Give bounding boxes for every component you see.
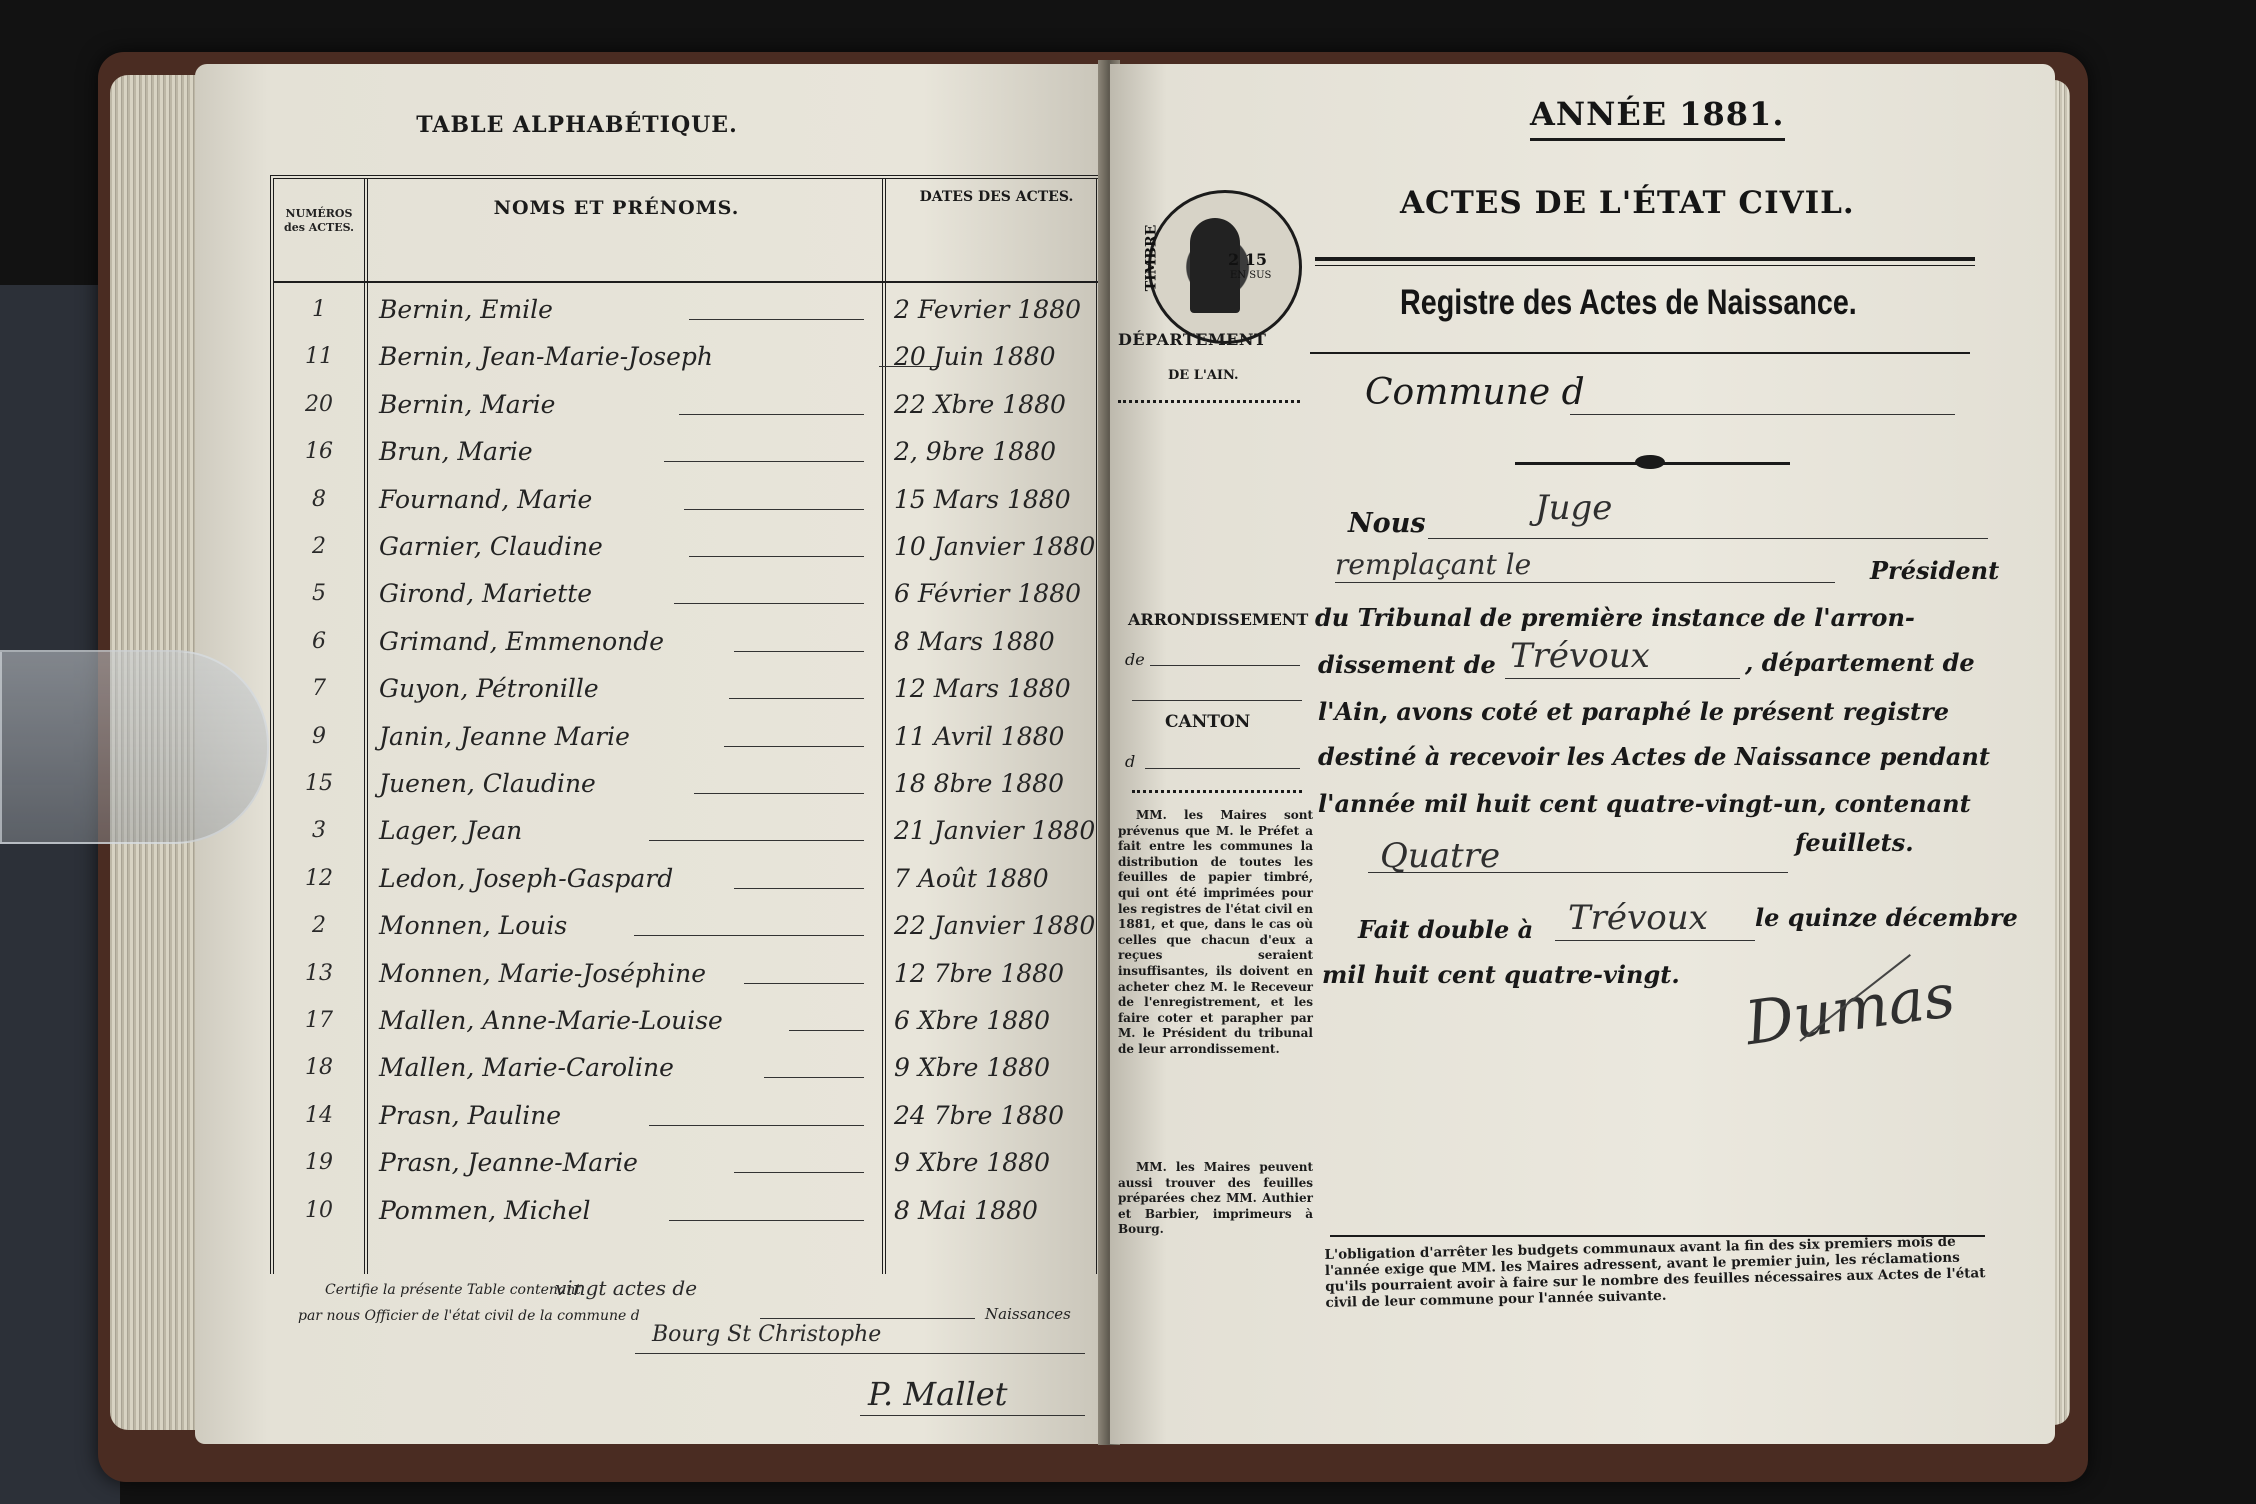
act-number: 17: [305, 1008, 333, 1033]
person-name: Bernin, Emile: [379, 295, 553, 324]
act-date: 18 8bre 1880: [894, 769, 1064, 798]
trevoux-handwritten-2: Trévoux: [1568, 898, 1708, 938]
act-number: 13: [305, 960, 333, 986]
name-fill-line: [729, 698, 864, 699]
person-name: Bernin, Jean-Marie-Joseph: [379, 342, 713, 372]
signature-rule: [860, 1415, 1085, 1416]
name-fill-line: [724, 746, 864, 747]
act-date: 22 Xbre 1880: [894, 389, 1066, 419]
body-line-8: mil huit cent quatre-vingt.: [1322, 960, 1680, 989]
act-date: 2 Fevrier 1880: [894, 295, 1082, 324]
person-name: Janin, Jeanne Marie: [379, 721, 630, 751]
table-row: [274, 479, 1104, 526]
certificate-line-2: par nous Officier de l'état civil de la commune d: [298, 1308, 640, 1324]
person-name: Bernin, Marie: [379, 389, 556, 419]
act-number: 2: [312, 534, 326, 559]
president-signature: Dumas: [1741, 960, 1960, 1060]
trevoux-handwritten: Trévoux: [1510, 636, 1650, 676]
act-number: 20: [305, 391, 333, 417]
juge-handwritten: Juge: [1535, 488, 1613, 528]
footer-notice: L'obligation d'arrêter les budgets communaux avant la fin des six premiers mois de l'année exige que MM. les Maires adressent, avant le premier juin, les réclamations qu'ils pourraient avoir à faire sur le nombre des feuilles nécessaires aux Actes de l'état civil de leur commune pour l'année suivante.: [1324, 1233, 1986, 1311]
person-name: Ledon, Joseph-Gaspard: [379, 863, 674, 893]
person-name: Grimand, Emmenonde: [379, 626, 665, 656]
name-fill-line: [649, 840, 864, 841]
department-rule: [1118, 400, 1300, 403]
act-date: 12 Mars 1880: [894, 674, 1071, 704]
person-name: Guyon, Pétronille: [379, 674, 599, 704]
name-fill-line: [744, 983, 864, 984]
act-date: 20 Juin 1880: [894, 342, 1056, 372]
act-number: 14: [305, 1102, 333, 1128]
table-row: [274, 573, 1104, 620]
act-date: 9 Xbre 1880: [894, 1148, 1050, 1178]
register-title: Registre des Actes de Naissance.: [1400, 283, 1857, 322]
name-fill-line: [634, 935, 864, 936]
name-fill-line: [689, 319, 864, 320]
date-text: le quinze décembre: [1755, 903, 2018, 932]
table-row: [274, 336, 1104, 383]
name-fill-line: [734, 888, 864, 889]
person-name: Brun, Marie: [379, 437, 533, 467]
person-name: Prasn, Pauline: [379, 1100, 562, 1130]
canton-fill-line: [1145, 768, 1300, 769]
civil-acts-heading: ACTES DE L'ÉTAT CIVIL.: [1400, 185, 1855, 221]
certificate-line-1: Certifie la présente Table contenant: [325, 1282, 581, 1298]
act-number: 12: [305, 865, 333, 891]
body-line-3b: , département de: [1745, 648, 1975, 677]
person-name: Mallen, Anne-Marie-Louise: [379, 1006, 723, 1035]
person-name: Pommen, Michel: [379, 1195, 591, 1225]
table-row: [274, 905, 1104, 952]
act-number: 5: [312, 581, 326, 607]
act-date: 6 Février 1880: [894, 579, 1082, 609]
certificate-commune-handwritten: Bourg St Christophe: [652, 1322, 882, 1347]
body-line-2: du Tribunal de première instance de l'arron-: [1315, 603, 1915, 632]
nous-label: Nous: [1348, 508, 1426, 539]
act-number: 10: [305, 1197, 333, 1223]
side-separator-wavy: [1132, 790, 1302, 793]
suppleant-fill-line: [1335, 582, 1835, 583]
name-fill-line: [649, 1125, 864, 1126]
table-row: [274, 526, 1104, 573]
stamp-timbre: TIMBRE: [1143, 224, 1160, 292]
table-row: [274, 384, 1104, 431]
act-number: 6: [312, 628, 326, 654]
president-label: Président: [1870, 556, 2000, 585]
alphabetical-table: [270, 175, 1104, 1274]
feuillets-label: feuillets.: [1795, 828, 1914, 857]
act-number: 18: [305, 1055, 333, 1081]
header-numbers: NUMÉROS des ACTES.: [284, 207, 354, 234]
name-fill-line: [734, 651, 864, 652]
name-fill-line: [689, 556, 864, 557]
name-fill-line: [694, 793, 864, 794]
body-line-3a: dissement de: [1318, 650, 1496, 679]
act-date: 8 Mars 1880: [894, 626, 1055, 656]
act-date: 15 Mars 1880: [894, 484, 1071, 514]
certificate-rule: [635, 1353, 1085, 1354]
act-date: 7 Août 1880: [894, 863, 1049, 893]
table-row: [274, 431, 1104, 478]
act-date: 10 Janvier 1880: [894, 532, 1096, 561]
side-separator: [1132, 700, 1302, 701]
act-date: 21 Janvier 1880: [894, 816, 1096, 846]
certificate-rule: [760, 1318, 975, 1319]
person-name: Girond, Mariette: [379, 579, 593, 609]
name-fill-line: [669, 1220, 864, 1221]
department-label: DÉPARTEMENT: [1118, 330, 1267, 349]
name-fill-line: [674, 603, 864, 604]
table-row: [274, 716, 1104, 763]
act-date: 6 Xbre 1880: [894, 1006, 1050, 1035]
table-row: [274, 1000, 1104, 1047]
heading-rule-thin: [1315, 265, 1975, 266]
table-row: [274, 1190, 1104, 1237]
commune-fill-line: [1570, 414, 1955, 415]
canton-label: CANTON: [1165, 712, 1251, 732]
quatre-handwritten: Quatre: [1380, 836, 1501, 876]
act-number: 7: [312, 676, 326, 702]
heading-rule: [1315, 257, 1975, 261]
table-row: [274, 953, 1104, 1000]
register-rule: [1310, 352, 1970, 354]
commune-label: Commune d: [1365, 372, 1585, 413]
act-date: 2, 9bre 1880: [894, 437, 1057, 467]
table-row: [274, 763, 1104, 810]
header-rule: [274, 281, 1104, 283]
table-row: [274, 1142, 1104, 1189]
name-fill-line: [789, 1030, 864, 1031]
person-name: Fournand, Marie: [379, 484, 593, 514]
body-line-6: l'année mil huit cent quatre-vingt-un, contenant: [1318, 789, 1971, 818]
feuillets-fill-line: [1368, 872, 1788, 873]
header-dates: DATES DES ACTES.: [919, 189, 1074, 205]
arrondissement-label: ARRONDISSEMENT: [1128, 610, 1309, 629]
department-ain: DE L'AIN.: [1168, 368, 1239, 383]
table-row: [274, 1095, 1104, 1142]
arrondissement-fill-line: [1150, 665, 1300, 666]
printers-notice: MM. les Maires peuvent aussi trouver des feuilles préparées chez MM. Authier et Barbier, imprimeurs à Bourg.: [1118, 1160, 1313, 1237]
act-date: 8 Mai 1880: [894, 1195, 1038, 1225]
person-name: Mallen, Marie-Caroline: [379, 1053, 674, 1083]
table-row: [274, 1047, 1104, 1094]
person-name: Lager, Jean: [379, 816, 523, 846]
nous-fill-line: [1428, 538, 1988, 539]
table-row: [274, 858, 1104, 905]
year-heading: ANNÉE 1881.: [1530, 95, 1785, 133]
body-line-5: destiné à recevoir les Actes de Naissance pendant: [1318, 742, 1990, 771]
table-title: TABLE ALPHABÉTIQUE.: [416, 112, 738, 138]
person-name: Monnen, Marie-Joséphine: [379, 958, 707, 988]
name-fill-line: [664, 461, 864, 462]
person-name: Juenen, Claudine: [379, 769, 596, 798]
act-date: 9 Xbre 1880: [894, 1053, 1050, 1083]
table-row: [274, 668, 1104, 715]
act-number: 3: [312, 818, 326, 844]
person-name: Monnen, Louis: [379, 911, 568, 941]
name-fill-line: [679, 414, 864, 415]
certificate-naissances: Naissances: [985, 1305, 1071, 1323]
trevoux-fill-line: [1505, 678, 1740, 679]
ornament-center: [1635, 455, 1665, 469]
act-number: 1: [312, 297, 326, 322]
person-name: Garnier, Claudine: [379, 532, 603, 561]
name-fill-line: [734, 1172, 864, 1173]
act-number: 19: [305, 1150, 333, 1176]
act-date: 24 7bre 1880: [894, 1100, 1064, 1130]
table-row: [274, 621, 1104, 668]
body-line-4: l'Ain, avons coté et paraphé le présent registre: [1318, 697, 1950, 726]
table-row: [274, 289, 1104, 336]
canton-d: d: [1125, 752, 1136, 771]
act-number: 15: [305, 771, 333, 796]
act-date: 11 Avril 1880: [894, 721, 1065, 751]
act-number: 2: [312, 913, 326, 939]
act-number: 8: [312, 486, 326, 512]
fait-double-label: Fait double à: [1358, 915, 1534, 944]
table-row: [274, 810, 1104, 857]
certificate-count-handwritten: vingt actes de: [555, 1276, 698, 1300]
stamp-price: 2 15: [1228, 250, 1267, 269]
year-underline: [1530, 138, 1785, 141]
act-number: 9: [312, 723, 326, 749]
person-name: Prasn, Jeanne-Marie: [379, 1148, 638, 1178]
act-date: 22 Janvier 1880: [894, 911, 1096, 941]
name-fill-line: [764, 1077, 864, 1078]
stamp-en-sus: EN SUS: [1230, 270, 1272, 281]
suppleant-handwritten: remplaçant le: [1335, 548, 1532, 581]
mayors-notice: MM. les Maires sont prévenus que M. le Préfet a fait entre les communes la distribution de toutes les feuilles de papier timbré, qui ont été imprimées pour les registres de l'état civil en 1881, et que, dans le cas où celles que chacun d'eux a reçues seraient insuffisantes, ils doivent en acheter chez M. le Receveur de l'enregistrement, et les faire coter et parapher par M. le Président du tribunal de leur arrondissement.: [1118, 808, 1313, 1056]
act-date: 12 7bre 1880: [894, 958, 1064, 988]
name-fill-line: [684, 509, 864, 510]
act-number: 16: [305, 439, 333, 465]
header-names: NOMS ET PRÉNOMS.: [493, 197, 740, 219]
fait-double-fill-line: [1555, 940, 1755, 941]
page-clip: [0, 650, 269, 844]
act-number: 11: [305, 344, 333, 370]
officer-signature: P. Mallet: [868, 1375, 1008, 1413]
arrondissement-de: de: [1125, 650, 1145, 669]
